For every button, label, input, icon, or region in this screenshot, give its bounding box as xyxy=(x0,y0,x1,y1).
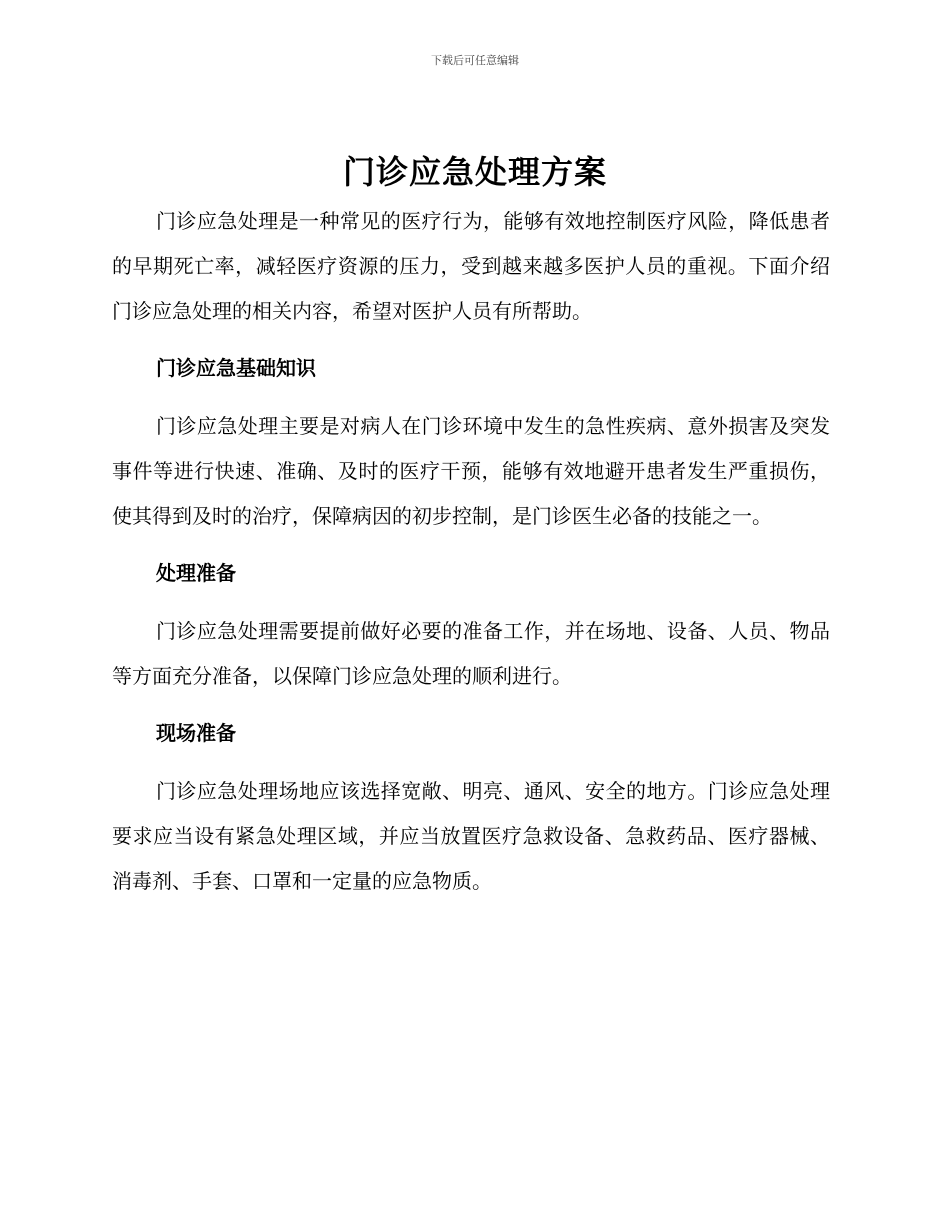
header-note: 下载后可任意编辑 xyxy=(431,54,519,67)
section-paragraph-preparation: 门诊应急处理需要提前做好必要的准备工作，并在场地、设备、人员、物品等方面充分准备，以保障门诊应急处理的顺利进行。 xyxy=(112,619,830,688)
document-body xyxy=(112,199,830,904)
page-title: 门诊应急处理方案 xyxy=(342,153,607,191)
section-heading-site-preparation: 现场准备 xyxy=(156,721,236,745)
section-heading-basics: 门诊应急基础知识 xyxy=(156,356,316,380)
section-heading-preparation: 处理准备 xyxy=(156,561,236,585)
section-paragraph-basics: 门诊应急处理主要是对病人在门诊环境中发生的急性疾病、意外损害及突发事件等进行快速、准确、及时的医疗干预，能够有效地避开患者发生严重损伤，使其得到及时的治疗，保障病因的初步控制，是门诊医生必备的技能之一。 xyxy=(112,414,830,528)
section-paragraph-site-preparation: 门诊应急处理场地应该选择宽敞、明亮、通风、安全的地方。门诊应急处理要求应当设有紧急处理区域，并应当放置医疗急救设备、急救药品、医疗器械、消毒剂、手套、口罩和一定量的应急物质。 xyxy=(112,779,830,893)
intro-paragraph: 门诊应急处理是一种常见的医疗行为，能够有效地控制医疗风险，降低患者的早期死亡率，减轻医疗资源的压力，受到越来越多医护人员的重视。下面介绍门诊应急处理的相关内容，希望对医护人员有所帮助。 xyxy=(112,209,830,323)
